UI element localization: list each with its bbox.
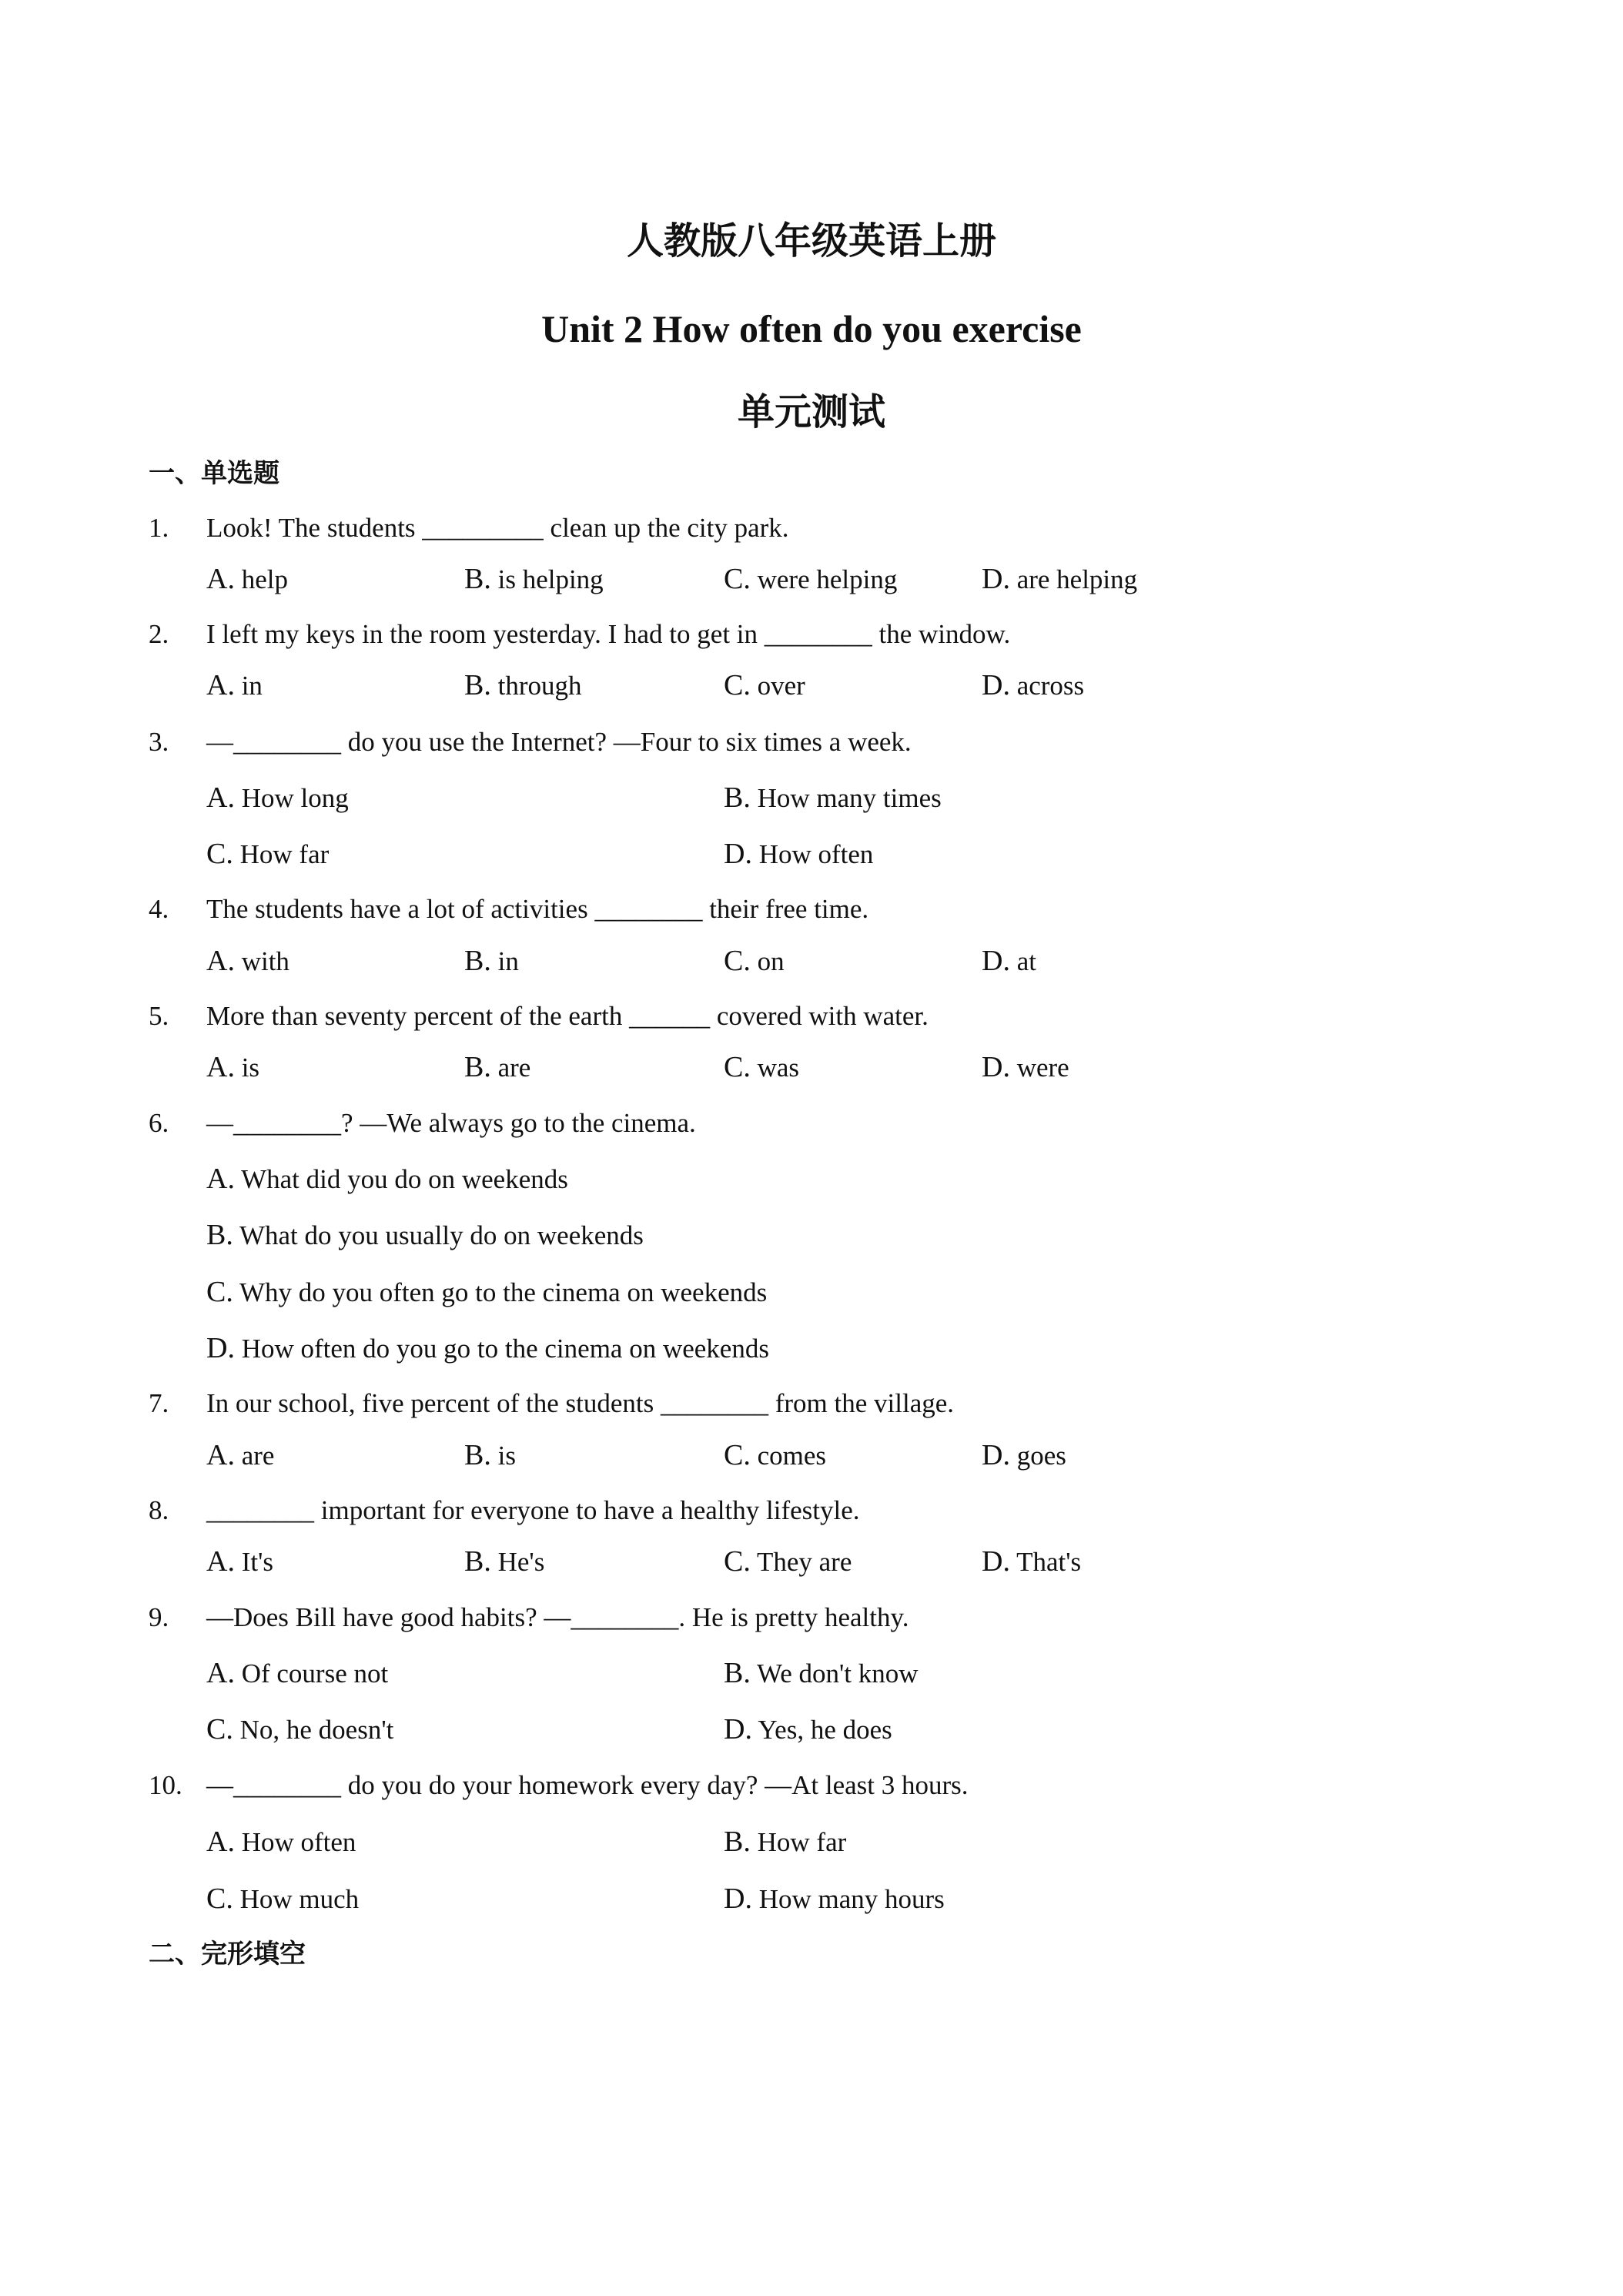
option-7a xyxy=(206,1437,274,1474)
option-4d xyxy=(982,942,1036,980)
option-text: goes xyxy=(1016,1441,1066,1471)
option-text: How far xyxy=(757,1827,847,1857)
option-4a xyxy=(206,942,289,980)
option-2c xyxy=(724,667,805,705)
option-text: comes xyxy=(757,1441,827,1471)
question-stem: The students have a lot of activities ________ their free time. xyxy=(206,894,869,924)
option-letter: A. xyxy=(206,1545,235,1578)
option-10c xyxy=(206,1880,359,1918)
option-text: were helping xyxy=(757,564,898,594)
option-letter: D. xyxy=(724,1883,752,1915)
option-8b xyxy=(464,1543,544,1581)
option-1a xyxy=(206,561,288,598)
option-letter: D. xyxy=(724,838,752,870)
option-1b xyxy=(464,561,604,598)
option-text: How often do you go to the cinema on weekends xyxy=(241,1334,769,1364)
question-number: 3. xyxy=(149,727,169,757)
question-stem: Look! The students _________ clean up the city park. xyxy=(206,513,789,543)
option-8a xyxy=(206,1543,273,1581)
option-letter: D. xyxy=(982,1051,1010,1083)
option-letter: D. xyxy=(982,669,1010,701)
question-stem: —Does Bill have good habits? —________. He is pretty healthy. xyxy=(206,1602,909,1632)
option-9b xyxy=(724,1655,919,1692)
option-10a xyxy=(206,1823,356,1861)
option-8c xyxy=(724,1543,852,1581)
option-5a xyxy=(206,1049,259,1086)
option-text: are xyxy=(241,1441,275,1471)
option-text: Of course not xyxy=(241,1658,389,1689)
option-1c xyxy=(724,561,897,598)
option-6d xyxy=(206,1330,769,1367)
option-letter: B. xyxy=(464,945,491,977)
option-text: How many hours xyxy=(758,1884,945,1914)
option-letter: C. xyxy=(724,1545,751,1578)
option-9d xyxy=(724,1711,892,1749)
option-text: How far xyxy=(239,839,330,869)
question-stem: In our school, five percent of the students ________ from the village. xyxy=(206,1388,955,1418)
option-letter: A. xyxy=(206,669,235,701)
option-8d xyxy=(982,1543,1081,1581)
option-letter: B. xyxy=(724,782,751,814)
option-text: across xyxy=(1016,671,1085,701)
option-letter: D. xyxy=(982,1439,1010,1471)
option-9a xyxy=(206,1655,388,1692)
option-letter: C. xyxy=(206,1276,233,1308)
option-9c xyxy=(206,1711,393,1749)
option-text: No, he doesn't xyxy=(239,1715,394,1745)
option-text: How often xyxy=(241,1827,356,1857)
option-text: in xyxy=(497,946,519,976)
option-letter: D. xyxy=(724,1713,752,1745)
option-text: How often xyxy=(758,839,874,869)
option-letter: C. xyxy=(724,1051,751,1083)
option-6b xyxy=(206,1217,644,1254)
option-letter: D. xyxy=(982,1545,1010,1578)
document-title-cn: 人教版八年级英语上册 xyxy=(626,219,996,263)
document-title-en: Unit 2 How often do you exercise xyxy=(541,307,1082,350)
option-7b xyxy=(464,1437,516,1474)
option-letter: C. xyxy=(206,1713,233,1745)
option-text: What did you do on weekends xyxy=(241,1164,568,1194)
option-3a xyxy=(206,779,349,817)
option-letter: A. xyxy=(206,563,235,595)
option-text: were xyxy=(1016,1053,1069,1083)
option-text: is xyxy=(241,1053,260,1083)
option-text: What do you usually do on weekends xyxy=(239,1220,644,1250)
option-2d xyxy=(982,667,1084,705)
option-text: are xyxy=(497,1053,531,1083)
question-number: 2. xyxy=(149,619,169,649)
question-number: 1. xyxy=(149,513,169,543)
option-letter: A. xyxy=(206,782,235,814)
option-letter: B. xyxy=(464,1545,491,1578)
question-stem: More than seventy percent of the earth ______ covered with water. xyxy=(206,1001,929,1031)
option-5b xyxy=(464,1049,530,1086)
option-10b xyxy=(724,1823,846,1861)
option-letter: D. xyxy=(206,1332,235,1364)
option-letter: D. xyxy=(982,563,1010,595)
option-letter: A. xyxy=(206,1163,235,1195)
option-letter: B. xyxy=(464,563,491,595)
question-number: 7. xyxy=(149,1388,169,1418)
question-number: 6. xyxy=(149,1108,169,1138)
option-text: help xyxy=(241,564,288,594)
question-stem: I left my keys in the room yesterday. I had to get in ________ the window. xyxy=(206,619,1011,649)
option-letter: B. xyxy=(724,1657,751,1689)
document-subtitle: 单元测试 xyxy=(737,390,885,433)
option-text: How long xyxy=(241,783,349,813)
option-text: on xyxy=(757,946,785,976)
option-6c xyxy=(206,1274,767,1311)
option-2a xyxy=(206,667,263,705)
option-text: It's xyxy=(241,1547,274,1577)
question-number: 4. xyxy=(149,894,169,924)
option-2b xyxy=(464,667,582,705)
option-letter: B. xyxy=(464,1051,491,1083)
option-letter: B. xyxy=(464,669,491,701)
option-text: is helping xyxy=(497,564,604,594)
option-letter: C. xyxy=(206,1883,233,1915)
option-5c xyxy=(724,1049,799,1086)
option-text: Why do you often go to the cinema on weekends xyxy=(239,1277,768,1307)
option-3d xyxy=(724,835,873,873)
question-number: 8. xyxy=(149,1495,169,1525)
option-letter: A. xyxy=(206,1657,235,1689)
option-text: over xyxy=(757,671,805,701)
question-stem: ________ important for everyone to have a healthy lifestyle. xyxy=(206,1495,860,1525)
option-text: How many times xyxy=(757,783,942,813)
option-text: with xyxy=(241,946,289,976)
option-5d xyxy=(982,1049,1069,1086)
option-text: at xyxy=(1016,946,1036,976)
option-text: is xyxy=(497,1441,516,1471)
option-letter: B. xyxy=(724,1826,751,1858)
option-letter: C. xyxy=(206,838,233,870)
option-letter: C. xyxy=(724,1439,751,1471)
option-text: through xyxy=(497,671,582,701)
option-letter: C. xyxy=(724,669,751,701)
question-number: 5. xyxy=(149,1001,169,1031)
option-text: We don't know xyxy=(756,1658,919,1689)
option-3c xyxy=(206,835,329,873)
option-3b xyxy=(724,779,942,817)
option-text: was xyxy=(757,1053,800,1083)
option-letter: A. xyxy=(206,1051,235,1083)
option-letter: C. xyxy=(724,563,751,595)
option-text: How much xyxy=(239,1884,360,1914)
question-stem: —________ do you do your homework every day? —At least 3 hours. xyxy=(206,1770,969,1800)
option-text: That's xyxy=(1016,1547,1082,1577)
option-7c xyxy=(724,1437,826,1474)
option-letter: A. xyxy=(206,1826,235,1858)
option-6a xyxy=(206,1160,568,1198)
option-4c xyxy=(724,942,785,980)
option-text: He's xyxy=(497,1547,545,1577)
option-text: are helping xyxy=(1016,564,1138,594)
option-letter: B. xyxy=(206,1219,233,1251)
question-number: 9. xyxy=(149,1602,169,1632)
option-text: They are xyxy=(756,1547,852,1577)
option-4b xyxy=(464,942,519,980)
question-stem: —________ do you use the Internet? —Four to six times a week. xyxy=(206,727,912,757)
option-7d xyxy=(982,1437,1066,1474)
option-text: in xyxy=(241,671,263,701)
option-10d xyxy=(724,1880,945,1918)
question-stem: —________? —We always go to the cinema. xyxy=(206,1108,696,1138)
option-letter: C. xyxy=(724,945,751,977)
option-letter: B. xyxy=(464,1439,491,1471)
option-letter: A. xyxy=(206,1439,235,1471)
option-letter: D. xyxy=(982,945,1010,977)
question-number: 10. xyxy=(149,1770,182,1800)
section-heading-cloze: 二、完形填空 xyxy=(149,1939,306,1970)
section-heading-single-choice: 一、单选题 xyxy=(149,458,279,489)
option-text: Yes, he does xyxy=(758,1715,892,1745)
option-1d xyxy=(982,561,1137,598)
option-letter: A. xyxy=(206,945,235,977)
